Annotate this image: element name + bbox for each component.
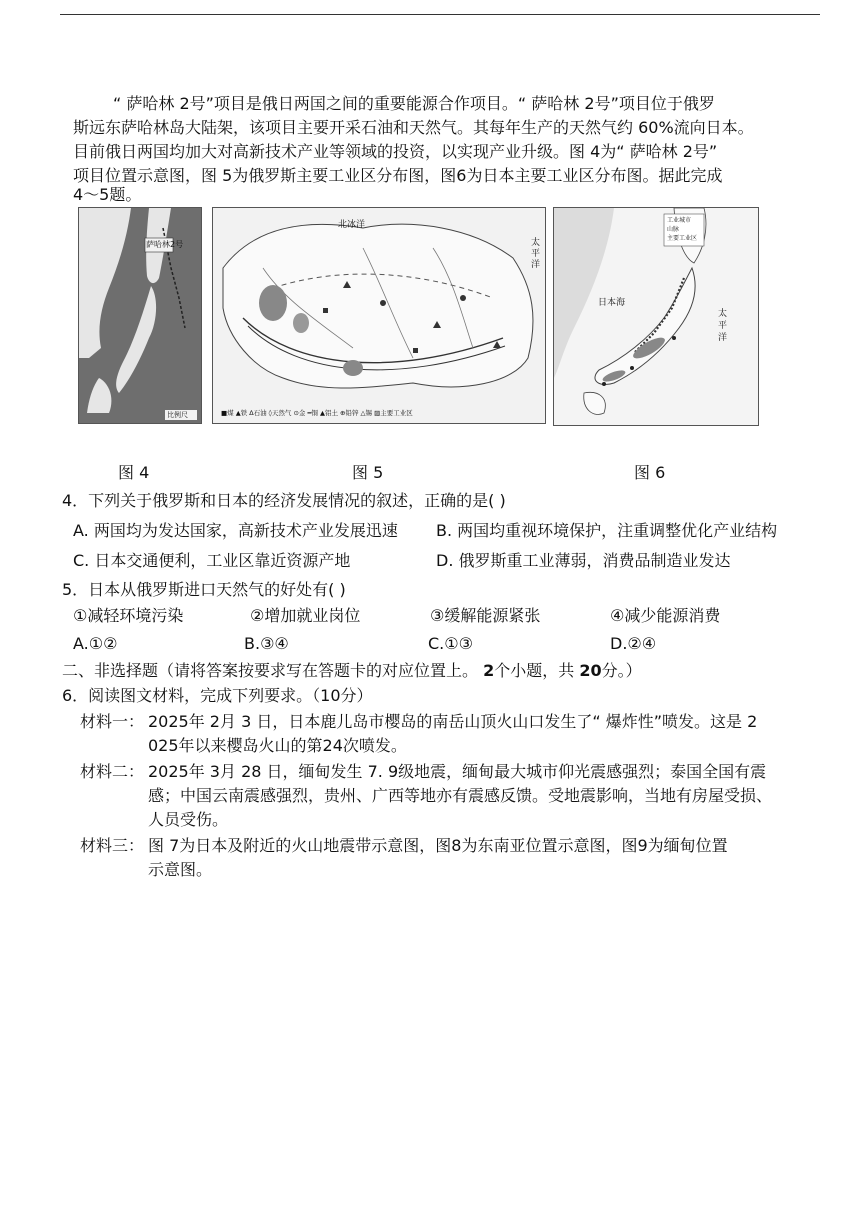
material-line: 人员受伤。 xyxy=(148,810,229,829)
material-1-label: 材料一： xyxy=(80,712,145,731)
material-2-text xyxy=(148,760,820,832)
question-5-option-b: B.③④ xyxy=(244,634,289,653)
figure-4-caption: 图 4 xyxy=(118,463,150,482)
question-5-item: ④减少能源消费 xyxy=(610,606,721,625)
section-2-heading xyxy=(62,659,642,683)
intro-line: 项目位置示意图，图 5为俄罗斯主要工业区分布图，图6为日本主要工业区分布图。据此完成 xyxy=(73,166,723,185)
question-5-item: ①减轻环境污染 xyxy=(73,606,184,625)
intro-line: 斯远东萨哈林岛大陆架，该项目主要开采石油和天然气。其每年生产的天然气约 60%流向日本。 xyxy=(73,118,754,137)
question-5-stem: 5．日本从俄罗斯进口天然气的好处有( ) xyxy=(62,580,346,599)
question-5-item: ②增加就业岗位 xyxy=(250,606,361,625)
question-5-option-a: A.①② xyxy=(73,634,118,653)
material-line: 025年以来樱岛火山的第24次喷发。 xyxy=(148,736,407,755)
section-2-suffix: 分。） xyxy=(601,661,642,680)
question-4-option-d: D. 俄罗斯重工业薄弱，消费品制造业发达 xyxy=(436,551,731,570)
arctic-ocean-label: 北冰洋 xyxy=(338,220,366,230)
section-2-prefix: 二、非选择题（请将答案按要求写在答题卡的对应位置上。 xyxy=(62,661,479,680)
figure-6-legend-item: 工业城市 xyxy=(667,217,692,224)
material-3-label: 材料三： xyxy=(80,836,145,855)
intro-line: “ 萨哈林 2号”项目是俄日两国之间的重要能源合作项目。“ 萨哈林 2号”项目位于俄罗 xyxy=(113,94,715,113)
question-5-option-c: C.①③ xyxy=(428,634,473,653)
scale-label: 比例尺 xyxy=(167,411,188,419)
figure-5-map xyxy=(212,207,546,424)
question-4-option-a: A. 两国均为发达国家，高新技术产业发展迅速 xyxy=(73,521,398,540)
figure-6-legend-item: 主要工业区 xyxy=(667,235,698,242)
material-line: 感；中国云南震感强烈，贵州、广西等地亦有震感反馈。受地震影响，当地有房屋受损、 xyxy=(148,786,773,805)
section-2-score: 20 xyxy=(579,661,602,680)
material-line: 示意图。 xyxy=(148,860,213,879)
material-1-text xyxy=(148,710,820,758)
material-line: 2025年 2月 3 日，日本鹿儿岛市樱岛的南岳山顶火山口发生了“ 爆炸性”喷发。这是 2 xyxy=(148,712,758,731)
figure-5-caption: 图 5 xyxy=(352,463,384,482)
figure-6-caption: 图 6 xyxy=(634,463,666,482)
header-rule xyxy=(60,14,820,15)
pacific-ocean-label: 太平洋 xyxy=(531,238,541,270)
section-2-count: 2 xyxy=(483,661,495,680)
section-2-mid: 个小题，共 xyxy=(494,661,575,680)
question-4-option-c: C. 日本交通便利，工业区靠近资源产地 xyxy=(73,551,351,570)
material-2-label: 材料二： xyxy=(80,762,145,781)
material-line: 2025年 3月 28 日，缅甸发生 7. 9级地震，缅甸最大城市仰光震感强烈；泰国全国有震 xyxy=(148,762,767,781)
material-line: 图 7为日本及附近的火山地震带示意图，图8为东南亚位置示意图，图9为缅甸位置 xyxy=(148,836,728,855)
question-4-option-b: B. 两国均重视环境保护，注重调整优化产业结构 xyxy=(436,521,778,540)
figure-6-map xyxy=(553,207,759,426)
figure-4-map xyxy=(78,207,202,424)
intro-line: 目前俄日两国均加大对高新技术产业等领域的投资，以实现产业升级。图 4为“ 萨哈林 2号” xyxy=(73,142,718,161)
pacific-ocean-label: 太平洋 xyxy=(718,309,728,343)
question-6-stem: 6．阅读图文材料，完成下列要求。（10分） xyxy=(62,686,373,705)
figure-5-legend: ■煤 ▲铁 ∆石油 ◊天然气 ⊙金 ━铜 ▲铝土 ⊕铅锌 △锡 ▨主要工业区 xyxy=(221,409,413,417)
figure-6-legend-item: 山脉 xyxy=(667,226,680,233)
question-5-item: ③缓解能源紧张 xyxy=(430,606,541,625)
sea-of-japan-label: 日本海 xyxy=(598,298,626,308)
material-3-text xyxy=(148,834,820,882)
sakhalin-label: 萨哈林2号 xyxy=(146,240,184,249)
question-4-stem: 4．下列关于俄罗斯和日本的经济发展情况的叙述，正确的是( ) xyxy=(62,491,506,510)
question-5-option-d: D.②④ xyxy=(610,634,657,653)
intro-line: 4～5题。 xyxy=(73,185,142,204)
intro-paragraph xyxy=(73,92,795,202)
